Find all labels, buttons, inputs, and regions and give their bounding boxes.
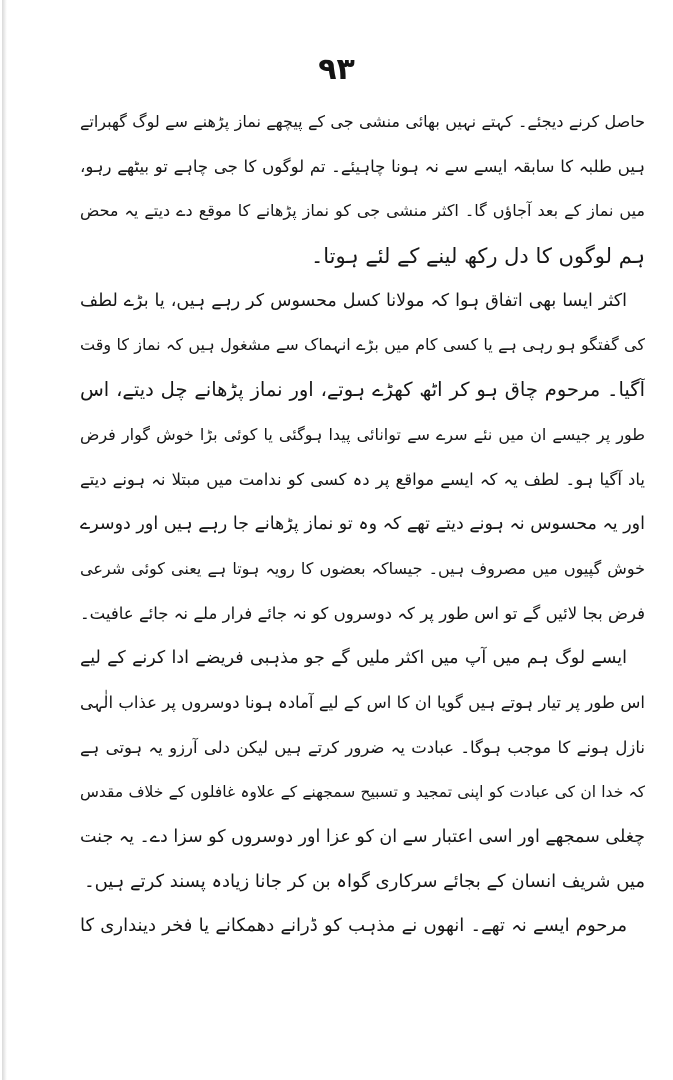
text-line: کی گفتگو ہو رہی ہے یا کسی کام میں بڑے انہماک سے مشغول ہیں کہ نماز کا وقت (80, 335, 645, 355)
text-line: فرض بجا لائیں گے تو اس طور پر کہ دوسروں کو نہ جائے فرار ملے نہ جائے عافیت۔ (80, 603, 645, 623)
text-line: ایسے لوگ ہم میں آپ میں اکثر ملیں گے جو مذہبی فریضے ادا کرنے کے لیے (80, 648, 627, 669)
text-line: اکثر ایسا بھی اتفاق ہوا کہ مولانا کسل محسوس کر رہے ہیں، یا بڑے لطف (80, 290, 627, 311)
text-line: مرحوم ایسے نہ تھے۔ انھوں نے مذہب کو ڈرانے دھمکانے یا فخر دینداری کا (80, 915, 627, 937)
page-edge-shadow (2, 0, 7, 1080)
text-line: اس طور پر تیار ہوتے ہیں گویا ان کا اس کے لیے آمادہ ہونا دوسروں پر عذاب الٰہی (80, 692, 645, 712)
urdu-text-body (80, 100, 645, 949)
text-line: میں شریف انسان کے بجائے سرکاری گواہ بن کر جانا زیادہ پسند کرتے ہیں۔ (84, 870, 645, 892)
text-line: کہ خدا ان کی عبادت کو اپنی تمجید و تسبیح سمجھنے کے علاوہ غافلوں کے خلاف مقدس (80, 783, 645, 802)
text-line: طور پر جیسے ان میں نئے سرے سے توانائی پیدا ہوگئی یا کوئی بڑا خوش گوار فرض (80, 424, 645, 444)
text-line: خوش گپیوں میں مصروف ہیں۔ جیساکہ بعضوں کا رویہ ہوتا ہے یعنی کوئی شرعی (80, 558, 645, 578)
text-line: یاد آگیا ہو۔ لطف یہ کہ ایسے مواقع پر دہ کسی کو ندامت میں مبتلا نہ ہونے دیتے (80, 469, 645, 489)
page-number: ۹۳ (318, 52, 355, 87)
text-line: چغلی سمجھے اور اسی اعتبار سے ان کو عزا اور دوسروں کو سزا دے۔ یہ جنت (80, 827, 645, 847)
text-line: ہیں طلبہ کا سابقہ ایسے سے نہ ہونا چاہیئے۔ تم لوگوں کا جی چاہے تو بیٹھے رہو، (80, 156, 645, 176)
text-line: اور یہ محسوس نہ ہونے دیتے تھے کہ وہ تو نماز پڑھانے جا رہے ہیں اور دوسرے (80, 514, 645, 535)
text-line: آگیا۔ مرحوم چاق ہو کر اٹھ کھڑے ہوتے، اور نماز پڑھانے چل دیتے، اس (80, 378, 645, 402)
text-line: حاصل کرنے دیجئے۔ کہتے نہیں بھائی منشی جی کے پیچھے نماز پڑھنے سے لوگ گھبراتے (80, 112, 645, 131)
text-line: میں نماز کے بعد آجاؤں گا۔ اکثر منشی جی کو نماز پڑھانے کا موقع دے دیتے یہ محض (80, 201, 645, 221)
text-line: ہم لوگوں کا دل رکھ لینے کے لئے ہوتا۔ (310, 244, 645, 269)
text-line: نازل ہونے کا موجب ہوگا۔ عبادت یہ ضرور کرتے ہیں لیکن دلی آرزو یہ ہوتی ہے (80, 737, 645, 757)
